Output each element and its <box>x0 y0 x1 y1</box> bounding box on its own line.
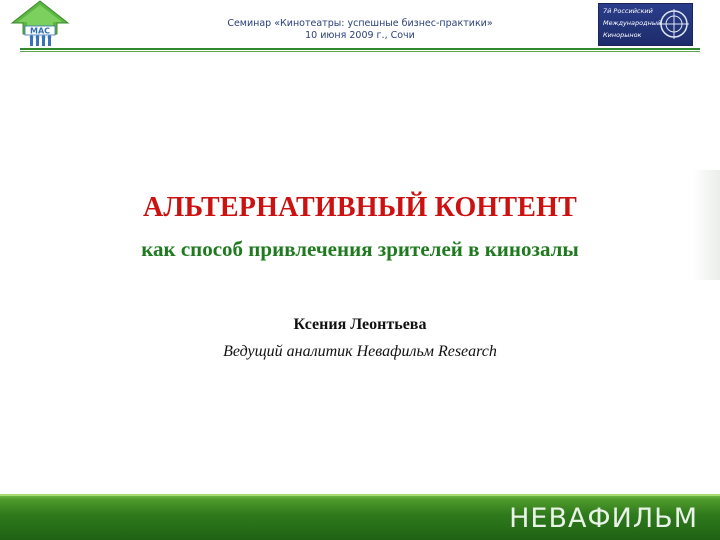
house-arrow-icon <box>8 0 72 48</box>
logo-line-2: Международный <box>603 19 662 27</box>
seminar-title: Семинар «Кинотеатры: успешные бизнес-практики» <box>227 18 493 29</box>
logo-line-1: 7й Российский <box>603 7 653 15</box>
film-market-emblem-icon <box>659 7 689 41</box>
seminar-header <box>140 18 580 42</box>
author-role: Ведущий аналитик Невафильм Research <box>223 343 497 360</box>
mac-logo-text: МАС <box>29 26 51 36</box>
header-divider <box>20 48 700 50</box>
header-divider-thin <box>20 51 700 52</box>
edge-decoration <box>692 170 720 280</box>
footer-highlight <box>0 494 720 496</box>
footer-brand: НЕВАФИЛЬМ <box>509 503 698 534</box>
seminar-date: 10 июня 2009 г., Сочи <box>305 30 415 41</box>
mac-logo <box>8 0 72 48</box>
film-market-logo <box>598 3 693 46</box>
slide-subtitle: как способ привлечения зрителей в кинозалы <box>141 237 579 261</box>
author-name: Ксения Леонтьева <box>293 316 427 333</box>
slide-title: АЛЬТЕРНАТИВНЫЙ КОНТЕНТ <box>142 192 578 223</box>
logo-line-3: Кинорынок <box>603 31 642 39</box>
